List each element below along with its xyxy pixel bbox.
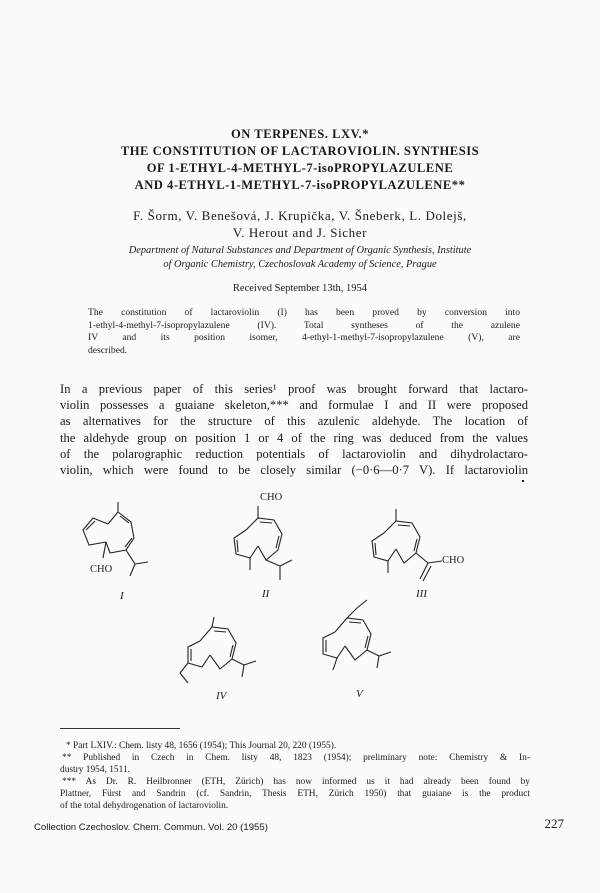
title-line: AND 4-ETHYL-1-METHYL-7-isoPROPYLAZULENE** xyxy=(134,178,466,192)
body-dot xyxy=(522,480,524,482)
cho-group: CHO xyxy=(442,555,465,566)
body-paragraph xyxy=(60,381,528,478)
cho-group: CHO xyxy=(90,564,113,575)
title-line: ON TERPENES. LXV.* xyxy=(230,127,369,141)
body-line: In a previous paper of this series¹ proof was brought forward that lactaro- xyxy=(60,382,528,396)
abstract-line: The constitution of lactaroviolin (I) has been proved by conversion into xyxy=(88,307,520,318)
azulene-structure-ii xyxy=(220,490,330,590)
body-line: violin possesses a guaiane skeleton,*** and formulae I and II were proposed xyxy=(60,398,528,413)
structure-iii xyxy=(358,505,478,595)
footnote-line: dustry 1954, 1511. xyxy=(60,765,130,775)
structure-label-ii: II xyxy=(262,588,270,600)
page-number: 227 xyxy=(544,816,564,831)
structure-v xyxy=(305,598,405,688)
azulene-structure-v xyxy=(305,598,405,688)
abstract-line: IV and its position isomer, 4-ethyl-1-methyl-7-isopropylazulene (V), are xyxy=(88,332,520,343)
footnotes xyxy=(60,740,530,812)
title-line: THE CONSTITUTION OF LACTAROVIOLIN. SYNTHESIS xyxy=(120,144,480,158)
body-line: violin, which were found to be closely similar (−0·6—0·7 V). If lactaroviolin xyxy=(60,463,528,478)
azulene-structure-i xyxy=(68,500,168,595)
authors-line: V. Herout and J. Sicher xyxy=(232,225,368,240)
structure-i xyxy=(68,500,168,595)
title-line: OF 1-ETHYL-4-METHYL-7-isoPROPYLAZULENE xyxy=(146,161,454,175)
affiliation-line: of Organic Chemistry, Czechoslovak Academy of Science, Prague xyxy=(163,259,437,270)
footnote-line: Plattner, Fürst and Sandrin (cf. Sandrin, Thesis ETH, Zürich 1950) that guaiane is the product xyxy=(60,789,530,799)
azulene-structure-iii xyxy=(358,505,478,595)
footnote-line: *** As Dr. R. Heilbronner (ETH, Zürich) has now informed us it had already been found by xyxy=(62,777,530,787)
cho-group: CHO xyxy=(260,492,283,503)
abstract-line: described. xyxy=(88,344,128,356)
affiliation-line: Department of Natural Substances and Department of Organic Synthesis, Institute xyxy=(128,245,472,256)
footnote-line: ** Published in Czech in Chem. listy 48, 1823 (1954); preliminary note: Chemistry & In- xyxy=(62,753,530,763)
structure-label-iii: III xyxy=(416,588,427,600)
journal-citation: Collection Czechoslov. Chem. Commun. Vol. 20 (1955) xyxy=(34,822,268,833)
footnote-divider xyxy=(60,728,180,729)
footnote-line: of the total dehydrogenation of lactaroviolin. xyxy=(60,801,229,811)
structure-label-iv: IV xyxy=(216,690,227,702)
page-footer xyxy=(34,816,564,833)
body-line: of the polarographic reduction potentials of lactaroviolin and dihydrolactaro- xyxy=(60,446,528,461)
footnote-line: * Part LXIV.: Chem. listy 48, 1656 (1954); This Journal 20, 220 (1955). xyxy=(66,741,337,751)
abstract xyxy=(88,307,520,357)
structure-label-i: I xyxy=(120,590,124,602)
structure-label-v: V xyxy=(356,688,363,700)
received-date: Received September 13th, 1954 xyxy=(232,283,368,294)
structure-ii xyxy=(220,490,330,590)
body-line: the aldehyde group on position 1 or 4 of the ring was deduced from the values xyxy=(60,430,528,445)
abstract-line: 1-ethyl-4-methyl-7-isopropylazulene (IV). Total syntheses of the azulene xyxy=(88,319,520,331)
structure-iv xyxy=(170,615,270,695)
body-line: as alternatives for the structure of this azulenic aldehyde. The location of xyxy=(60,414,528,429)
azulene-structure-iv xyxy=(170,615,270,695)
authors-line: F. Šorm, V. Benešová, J. Krupička, V. Šneberk, L. Dolejš, xyxy=(133,208,467,223)
